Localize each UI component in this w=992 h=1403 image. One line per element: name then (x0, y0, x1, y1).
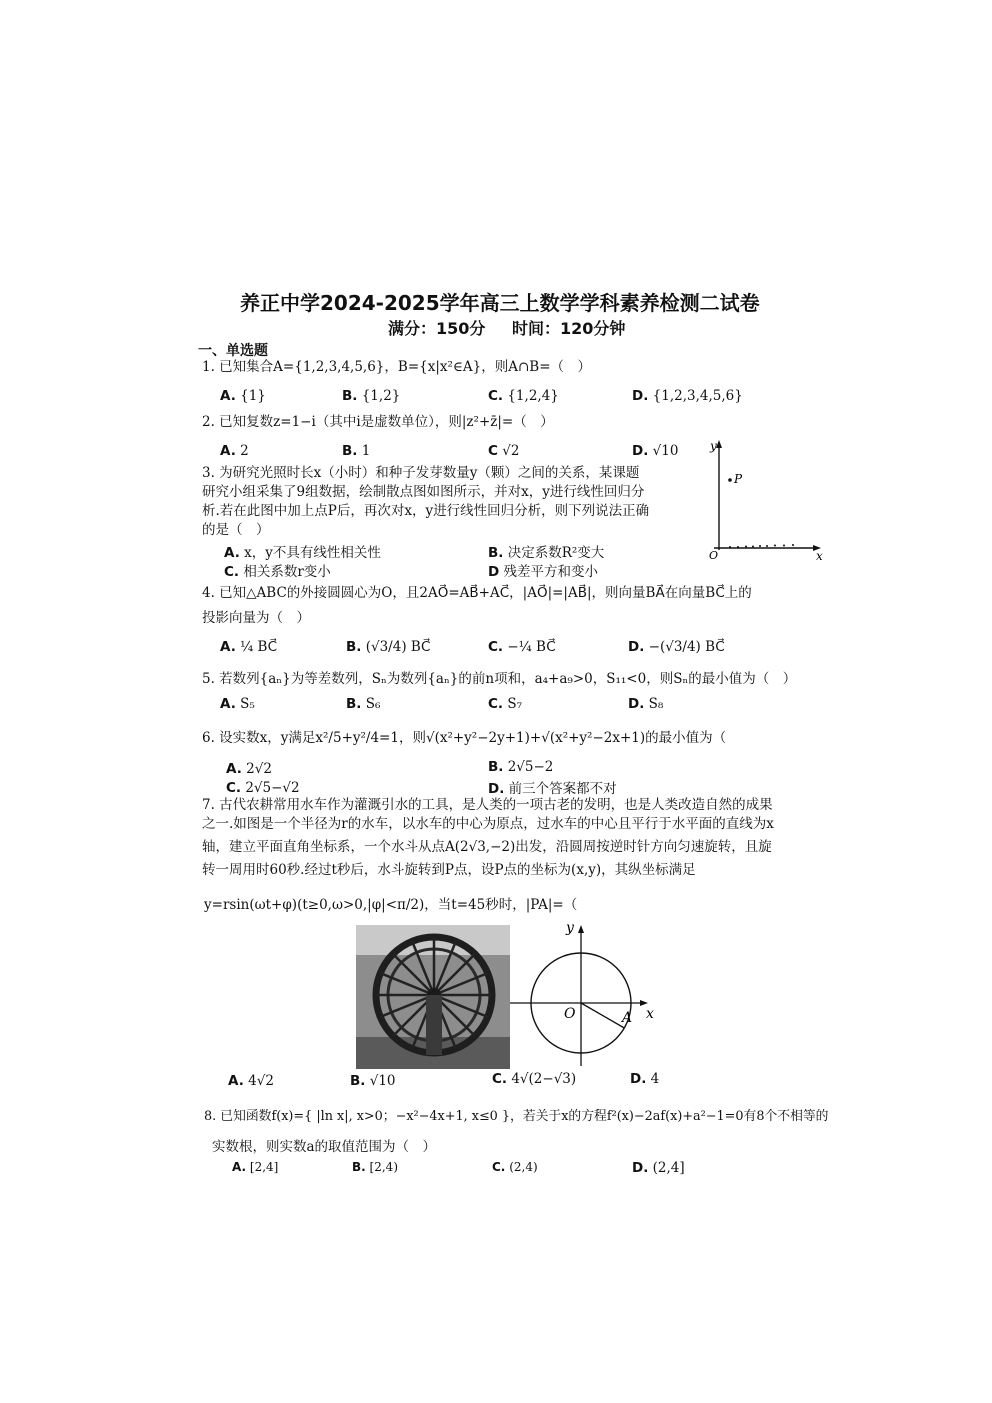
q7-option-d (630, 1071, 659, 1087)
point-p (728, 478, 732, 482)
question-7-stem-line-2: 之一.如图是一个半径为r的水车，以水车的中心为原点，过水车的中心且平行于水平面的直线为x (202, 816, 774, 832)
scatter-point (783, 545, 785, 547)
option-label: A. (232, 1160, 247, 1174)
q6-option-a (226, 761, 272, 777)
water-wheel-photo (356, 925, 510, 1069)
q3-option-b (488, 541, 604, 561)
option-label: A. (220, 639, 236, 655)
option-label: D. (488, 781, 505, 797)
q8-option-b (352, 1160, 398, 1174)
q3-scatter-figure (700, 438, 830, 560)
option-text: [2,4] (249, 1160, 279, 1174)
question-4-stem-line-2: 投影向量为（ ） (202, 610, 310, 626)
scatter-point (774, 545, 776, 547)
option-label: B. (346, 696, 362, 712)
option-label: B. (488, 759, 504, 775)
option-text: √10 (369, 1073, 396, 1089)
option-label: B. (488, 545, 504, 561)
option-text: −(√3/4) BC⃗ (648, 639, 725, 655)
option-label: C. (488, 639, 504, 655)
q5-option-d (628, 696, 663, 712)
q5-option-c (488, 696, 522, 712)
y-axis-arrow (578, 925, 584, 933)
scatter-point (792, 544, 794, 546)
option-label: D. (628, 696, 645, 712)
point-a-label: A (622, 1010, 633, 1026)
y-axis-arrow (716, 440, 722, 448)
option-text: 1 (361, 443, 371, 459)
option-label: D. (632, 388, 649, 404)
option-text: {1,2,4} (507, 388, 559, 404)
option-text: 2√5−2 (507, 759, 554, 775)
option-label: D. (628, 639, 645, 655)
option-text: 4√2 (248, 1073, 274, 1089)
exam-time: 时间：120分钟 (512, 319, 626, 338)
option-label: C. (226, 780, 242, 796)
wheel-support (426, 995, 442, 1055)
option-text: 2√5−√2 (245, 780, 300, 796)
option-label: C. (492, 1160, 506, 1174)
exam-title: 养正中学2024-2025学年高三上数学学科素养检测二试卷 (240, 291, 760, 315)
option-text: ¼ BC⃗ (240, 639, 278, 655)
section-heading: 一、单选题 (198, 343, 268, 359)
q2-option-a (220, 443, 249, 459)
q6-option-d (488, 777, 617, 797)
q4-option-c (488, 639, 556, 655)
option-label: C. (224, 564, 240, 580)
question-7-stem-line-5: y=rsin(ωt+φ)(t≥0,ω>0,|φ|<π/2)，当t=45秒时，|PA|=（ (204, 897, 591, 913)
question-6-stem: 6. 设实数x，y满足x²/5+y²/4=1，则√(x²+y²−2y+1)+√(x²+y²−2x+1)的最小值为（ (202, 730, 727, 746)
option-text: (2,4) (509, 1160, 538, 1174)
option-text: {1,2,3,4,5,6} (652, 388, 743, 404)
question-7-stem-line-4: 转一周用时60秒.经过t秒后，水斗旋转到P点，设P点的坐标为(x,y)，其纵坐标满足 (202, 862, 696, 878)
option-text: √10 (652, 443, 679, 459)
scatter-point (737, 546, 739, 548)
q4-option-d (628, 639, 725, 655)
question-8-stem-line-1: 8. 已知函数f(x)={ |ln x|, x>0；−x²−4x+1, x≤0 }，若关于x的方程f²(x)−2af(x)+a²−1=0有8个不相等的 (204, 1109, 829, 1124)
q6-option-b (488, 759, 553, 775)
option-text: 相关系数r变小 (243, 564, 331, 580)
option-label: B. (342, 443, 358, 459)
q6-option-c (226, 780, 300, 796)
option-text: (2,4] (652, 1160, 685, 1176)
full-score: 满分：150分 (388, 319, 486, 338)
option-label: A. (220, 443, 236, 459)
scatter-point (745, 546, 747, 548)
q4-option-b (346, 639, 430, 655)
q7-option-c (492, 1071, 576, 1087)
scatter-point (759, 545, 761, 547)
option-text: 2√2 (246, 761, 272, 777)
option-text: (√3/4) BC⃗ (365, 639, 431, 655)
y-axis-label: y (710, 439, 717, 453)
question-7-stem-line-3: 轴，建立平面直角坐标系，一个水斗从点A(2√3,−2)出发，沿圆周按逆时针方向匀速旋转，且旋 (202, 839, 772, 855)
origin-label: O (564, 1006, 576, 1022)
q3-option-d (488, 560, 598, 580)
origin-label: O (709, 549, 719, 560)
q1-option-d (632, 388, 743, 404)
option-label: B. (346, 639, 362, 655)
q3-option-a (224, 541, 381, 561)
q5-option-a (220, 696, 255, 712)
option-label: B. (342, 388, 358, 404)
option-label: A. (220, 696, 236, 712)
q1-option-a (220, 388, 266, 404)
q7-option-b (350, 1073, 396, 1089)
q8-option-a (232, 1160, 278, 1174)
option-label: D. (630, 1071, 647, 1087)
option-text: S₅ (240, 696, 255, 712)
question-3-stem-line-1: 3. 为研究光照时长x（小时）和种子发芽数量y（颗）之间的关系，某课题 (202, 465, 640, 481)
q2-option-c (488, 443, 519, 459)
question-1-stem: 1. 已知集合A={1,2,3,4,5,6}，B={x|x²∈A}，则A∩B=（ ） (202, 359, 592, 375)
question-8-stem-line-2: 实数根，则实数a的取值范围为（ ） (212, 1139, 437, 1155)
radius-oa (581, 1003, 624, 1028)
option-text: [2,4) (369, 1160, 398, 1174)
q2-option-d (632, 443, 678, 459)
q7-circle-figure (508, 920, 668, 1070)
q5-option-b (346, 696, 380, 712)
option-text: 前三个答案都不对 (508, 781, 617, 797)
option-text: 决定系数R²变大 (507, 545, 605, 561)
point-p-label: P (734, 472, 743, 486)
option-label: D (488, 564, 500, 580)
question-4-stem-line-1: 4. 已知△ABC的外接圆圆心为O，且2AO⃗=AB⃗+AC⃗，|AO⃗|=|AB⃗|，则向量BA⃗在向量BC⃗上的 (202, 585, 752, 601)
q4-option-a (220, 639, 277, 655)
option-text: 残差平方和变小 (503, 564, 599, 580)
option-text: √2 (502, 443, 520, 459)
option-text: 4 (650, 1071, 660, 1087)
option-text: S₆ (365, 696, 381, 712)
option-label: D. (632, 443, 649, 459)
question-3-stem-line-4: 的是（ ） (202, 522, 270, 538)
option-label: B. (350, 1073, 366, 1089)
question-3-stem-line-3: 析.若在此图中加上点P后，再次对x，y进行线性回归分析，则下列说法正确 (202, 503, 650, 519)
option-text: 4√(2−√3) (511, 1071, 577, 1087)
q8-option-d (632, 1160, 685, 1176)
option-text: 2 (240, 443, 249, 459)
option-label: B. (352, 1160, 366, 1174)
option-label: A. (228, 1073, 244, 1089)
option-text: S₈ (648, 696, 664, 712)
question-5-stem: 5. 若数列{aₙ}为等差数列，Sₙ为数列{aₙ}的前n项和，a₄+a₉>0，S₁₁<0，则Sₙ的最小值为（ ） (202, 671, 797, 687)
option-text: −¼ BC⃗ (507, 639, 556, 655)
q7-option-a (228, 1073, 274, 1089)
question-2-stem: 2. 已知复数z=1−i（其中i是虚数单位），则|z²+z̄|=（ ） (202, 414, 554, 430)
option-text: S₇ (507, 696, 523, 712)
option-label: D. (632, 1160, 649, 1176)
y-axis-label: y (566, 920, 574, 936)
option-label: C. (488, 388, 504, 404)
q2-option-b (342, 443, 370, 459)
option-text: {1,2} (361, 388, 401, 404)
option-label: A. (220, 388, 236, 404)
q3-option-c (224, 560, 331, 580)
option-label: C. (492, 1071, 508, 1087)
option-label: C. (488, 696, 504, 712)
question-3-stem-line-2: 研究小组采集了9组数据，绘制散点图如图所示，并对x，y进行线性回归分 (202, 484, 645, 500)
option-label: C (488, 443, 498, 459)
q1-option-b (342, 388, 400, 404)
scatter-point (766, 545, 768, 547)
option-text: x，y不具有线性相关性 (244, 545, 381, 561)
q1-option-c (488, 388, 559, 404)
x-axis-label: x (816, 549, 823, 560)
q8-option-c (492, 1160, 538, 1174)
scatter-point (752, 546, 754, 548)
option-label: A. (224, 545, 240, 561)
x-axis-label: x (646, 1006, 654, 1022)
option-text: {1} (240, 388, 266, 404)
scatter-point (729, 546, 731, 548)
question-7-stem-line-1: 7. 古代农耕常用水车作为灌溉引水的工具，是人类的一项古老的发明，也是人类改造自然的成果 (202, 797, 773, 813)
option-label: A. (226, 761, 242, 777)
